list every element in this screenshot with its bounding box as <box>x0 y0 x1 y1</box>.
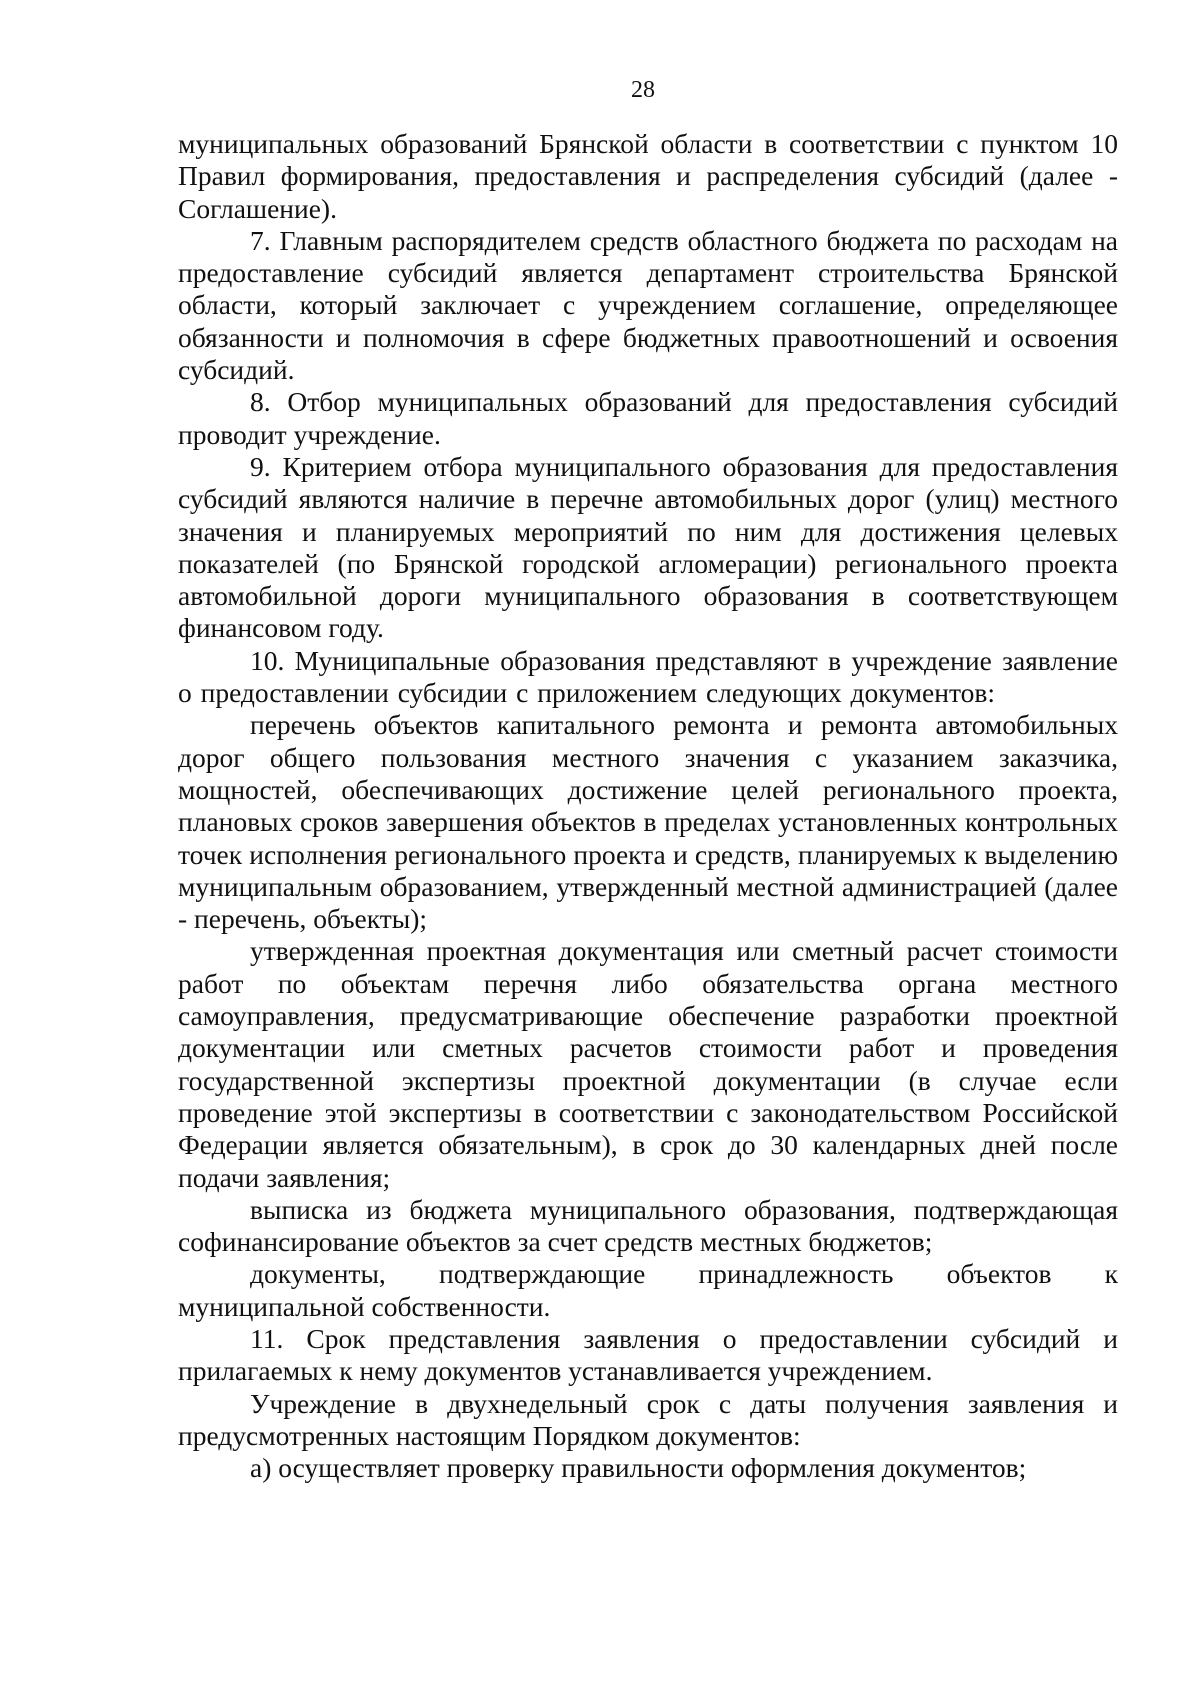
page-number: 28 <box>631 77 655 103</box>
paragraph-list-project-docs: утвержденная проектная документация или сметный расчет стоимости работ по объектам перечня либо обязательства органа местного самоуправления, предусматривающие обеспечение разработки проектной документации или сметных расчетов стоимости работ и проведения государственной экспертизы проектной документации (в случае если проведение этой экспертизы в соответствии с законодательством Российской Федерации является обязательным), в срок до 30 календарных дней после подачи заявления; <box>178 935 1118 1193</box>
paragraph-continuation: муниципальных образований Брянской области в соответствии с пунктом 10 Правил формирования, предоставления и распределения субсидий (далее - Соглашение). <box>178 128 1118 224</box>
paragraph-item-8: 8. Отбор муниципальных образований для предоставления субсидий проводит учреждение. <box>178 386 1118 450</box>
paragraph-two-week-review: Учреждение в двухнедельный срок с даты получения заявления и предусмотренных настоящим Порядком документов: <box>178 1387 1118 1451</box>
paragraph-list-budget-extract: выписка из бюджета муниципального образования, подтверждающая софинансирование объектов за счет средств местных бюджетов; <box>178 1193 1118 1258</box>
paragraph-item-10: 10. Муниципальные образования представляют в учреждение заявление о предоставлении субсидии с приложением следующих документов: <box>178 644 1118 709</box>
paragraph-item-7: 7. Главным распорядителем средств областного бюджета по расходам на предоставление субсидий является департамент строительства Брянской области, который заключает с учреждением соглашение, определяющее обязанности и полномочия в сфере бюджетных правоотношений и освоения субсидий. <box>178 224 1118 386</box>
paragraph-list-ownership-docs: документы, подтверждающие принадлежность объектов к муниципальной собственности. <box>178 1258 1118 1322</box>
paragraph-item-11: 11. Срок представления заявления о предоставлении субсидий и прилагаемых к нему документов устанавливается учреждением. <box>178 1322 1118 1387</box>
paragraph-list-objects: перечень объектов капитального ремонта и ремонта автомобильных дорог общего пользования местного значения с указанием заказчика, мощностей, обеспечивающих достижение целей регионального проекта, плановых сроков завершения объектов в пределах установленных контрольных точек исполнения регионального проекта и средств, планируемых к выделению муниципальным образованием, утвержденный местной администрацией (далее - перечень, объекты); <box>178 709 1118 935</box>
document-body <box>178 128 1118 1484</box>
paragraph-subitem-a: а) осуществляет проверку правильности оформления документов; <box>250 1452 1027 1484</box>
paragraph-item-9: 9. Критерием отбора муниципального образования для предоставления субсидий являются наличие в перечне автомобильных дорог (улиц) местного значения и планируемых мероприятий по ним для достижения целевых показателей (по Брянской городской агломерации) регионального проекта автомобильной дороги муниципального образования в соответствующем финансовом году. <box>178 450 1118 644</box>
